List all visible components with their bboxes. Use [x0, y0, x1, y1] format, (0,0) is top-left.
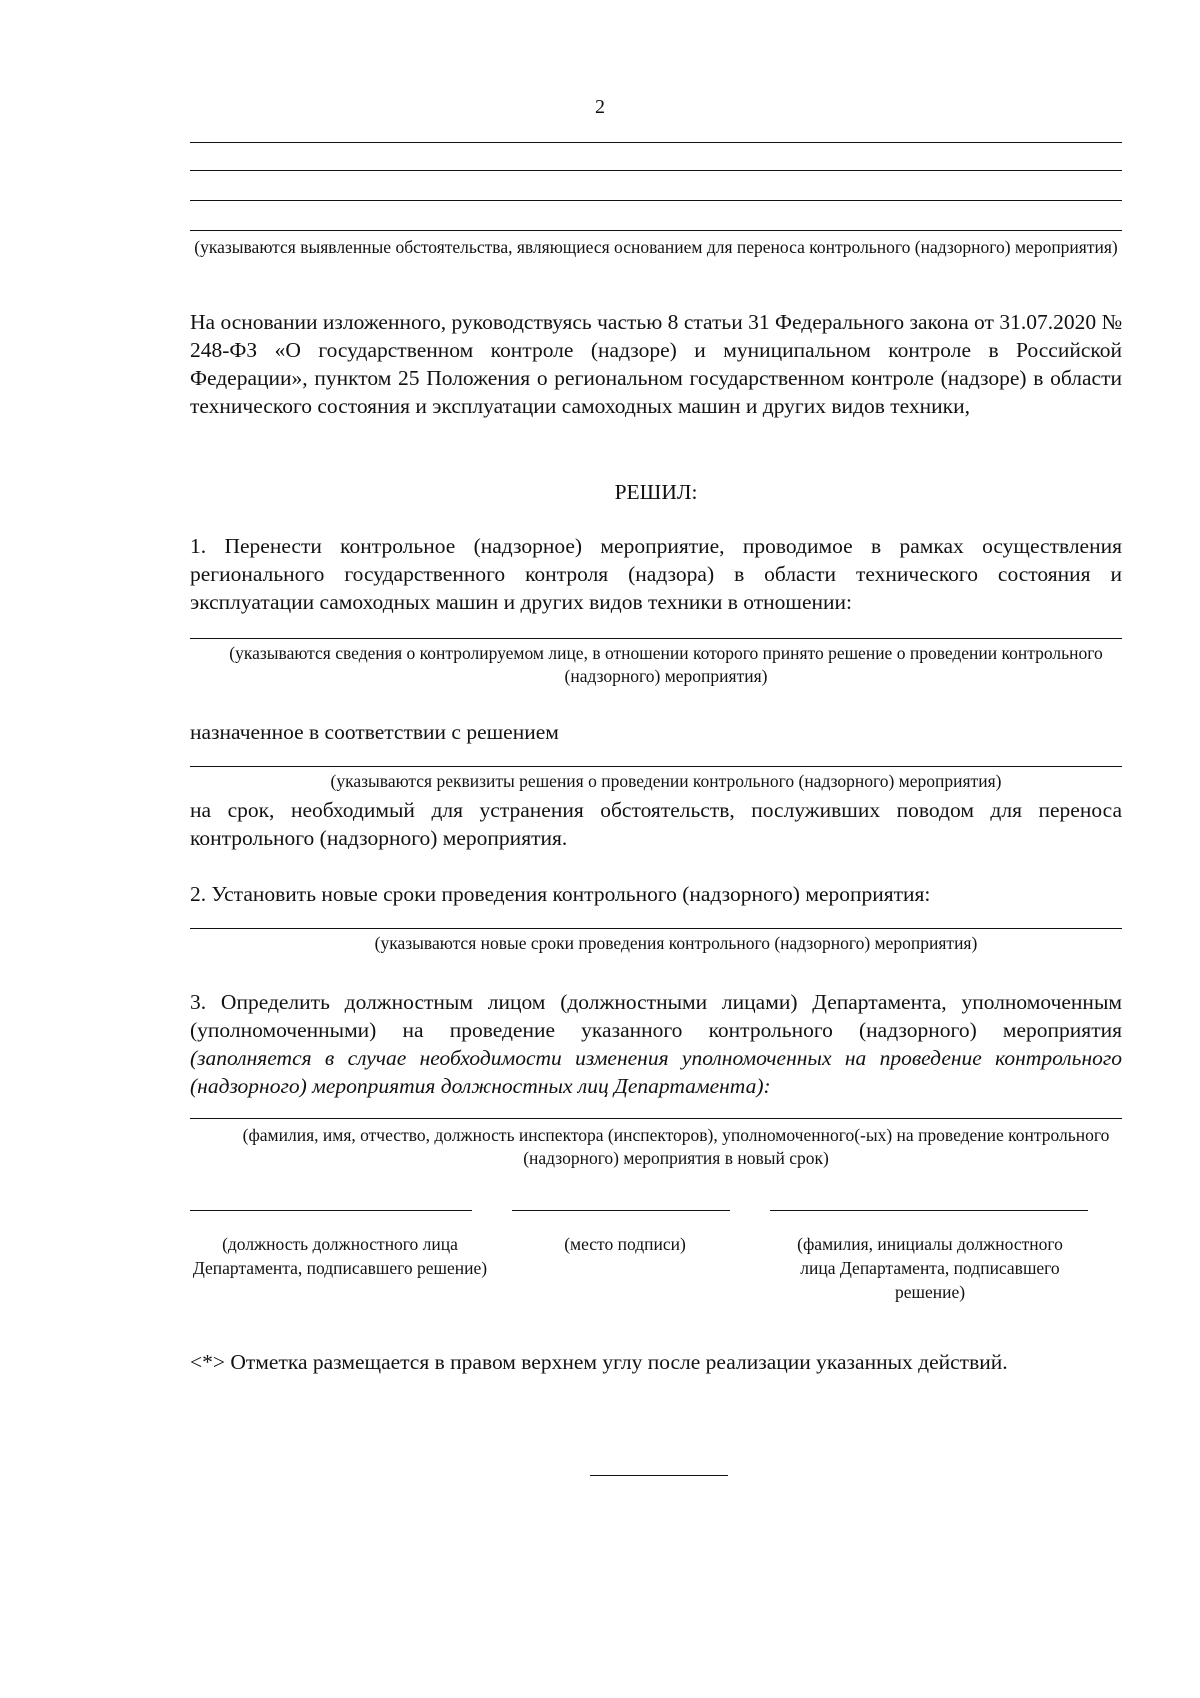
- decided-heading: РЕШИЛ:: [614, 480, 698, 504]
- fill-line: [190, 170, 1122, 171]
- signature-caption-position: (должность должностного лица Департамента, подписавшего решение): [192, 1234, 488, 1278]
- item-1-paragraph: 1. Перенести контрольное (надзорное) мероприятие, проводимое в рамках осуществления регионального государственного контроля (надзора) в области технического состояния и эксплуатации самоходных машин и других видов техники в отношении:: [190, 534, 1122, 614]
- item-2-paragraph: 2. Установить новые сроки проведения контрольного (надзорного) мероприятия:: [190, 882, 931, 906]
- basis-paragraph: На основании изложенного, руководствуясь частью 8 статьи 31 Федерального закона от 31.07.2020 № 248-ФЗ «О государственном контроле (надзоре) и муниципальном контроле в Российской Федерации», пунктом 25 Положения о региональном государственном контроле (надзоре) в области технического состояния и эксплуатации самоходных машин и других видов техники,: [190, 310, 1122, 418]
- fill-line: [190, 928, 1122, 929]
- hint-circumstances: (указываются выявленные обстоятельства, являющиеся основанием для переноса контрольного (надзорного) мероприятия): [194, 237, 1118, 257]
- footnote: <*> Отметка размещается в правом верхнем углу после реализации указанных действий.: [190, 1350, 1008, 1374]
- item-3-paragraph: [190, 988, 1122, 1100]
- hint-new-terms: (указываются новые сроки проведения контрольного (надзорного) мероприятия): [374, 933, 978, 953]
- signature-caption-place: (место подписи): [564, 1234, 686, 1254]
- assigned-paragraph: назначенное в соответствии с решением: [190, 720, 559, 744]
- hint-controlled-person: (указываются сведения о контролируемом лице, в отношении которого принято решение о проведении контрольного (надзорного) мероприятия): [229, 643, 1103, 686]
- signature-line-position: [190, 1210, 472, 1211]
- signature-caption-name: (фамилия, инициалы должностного лица Департамента, подписавшего решение): [797, 1234, 1063, 1302]
- signature-line-place: [512, 1210, 730, 1211]
- item-3-italic-note: (заполняется в случае необходимости изменения уполномоченных на проведение контрольного (надзорного) мероприятия должностных лиц Департамента):: [190, 1046, 1122, 1098]
- hint-inspectors: (фамилия, имя, отчество, должность инспектора (инспекторов), уполномоченного(-ых) на проведение контрольного (надзорного) мероприятия в новый срок): [242, 1125, 1110, 1168]
- fill-line: [190, 200, 1122, 201]
- term-paragraph: на срок, необходимый для устранения обстоятельств, послуживших поводом для переноса контрольного (надзорного) мероприятия.: [190, 798, 1122, 850]
- end-separator-line: [590, 1475, 728, 1476]
- page-number: 2: [595, 96, 605, 118]
- fill-line: [190, 766, 1122, 767]
- fill-line: [190, 230, 1122, 231]
- fill-line: [190, 638, 1122, 639]
- hint-decision-details: (указываются реквизиты решения о проведении контрольного (надзорного) мероприятия): [330, 771, 1002, 791]
- fill-line: [190, 142, 1122, 143]
- fill-line: [190, 1118, 1122, 1119]
- signature-line-name: [770, 1210, 1088, 1211]
- item-3-text: 3. Определить должностным лицом (должностными лицами) Департамента, уполномоченным (уполномоченными) на проведение указанного контрольного (надзорного) мероприятия: [190, 990, 1122, 1042]
